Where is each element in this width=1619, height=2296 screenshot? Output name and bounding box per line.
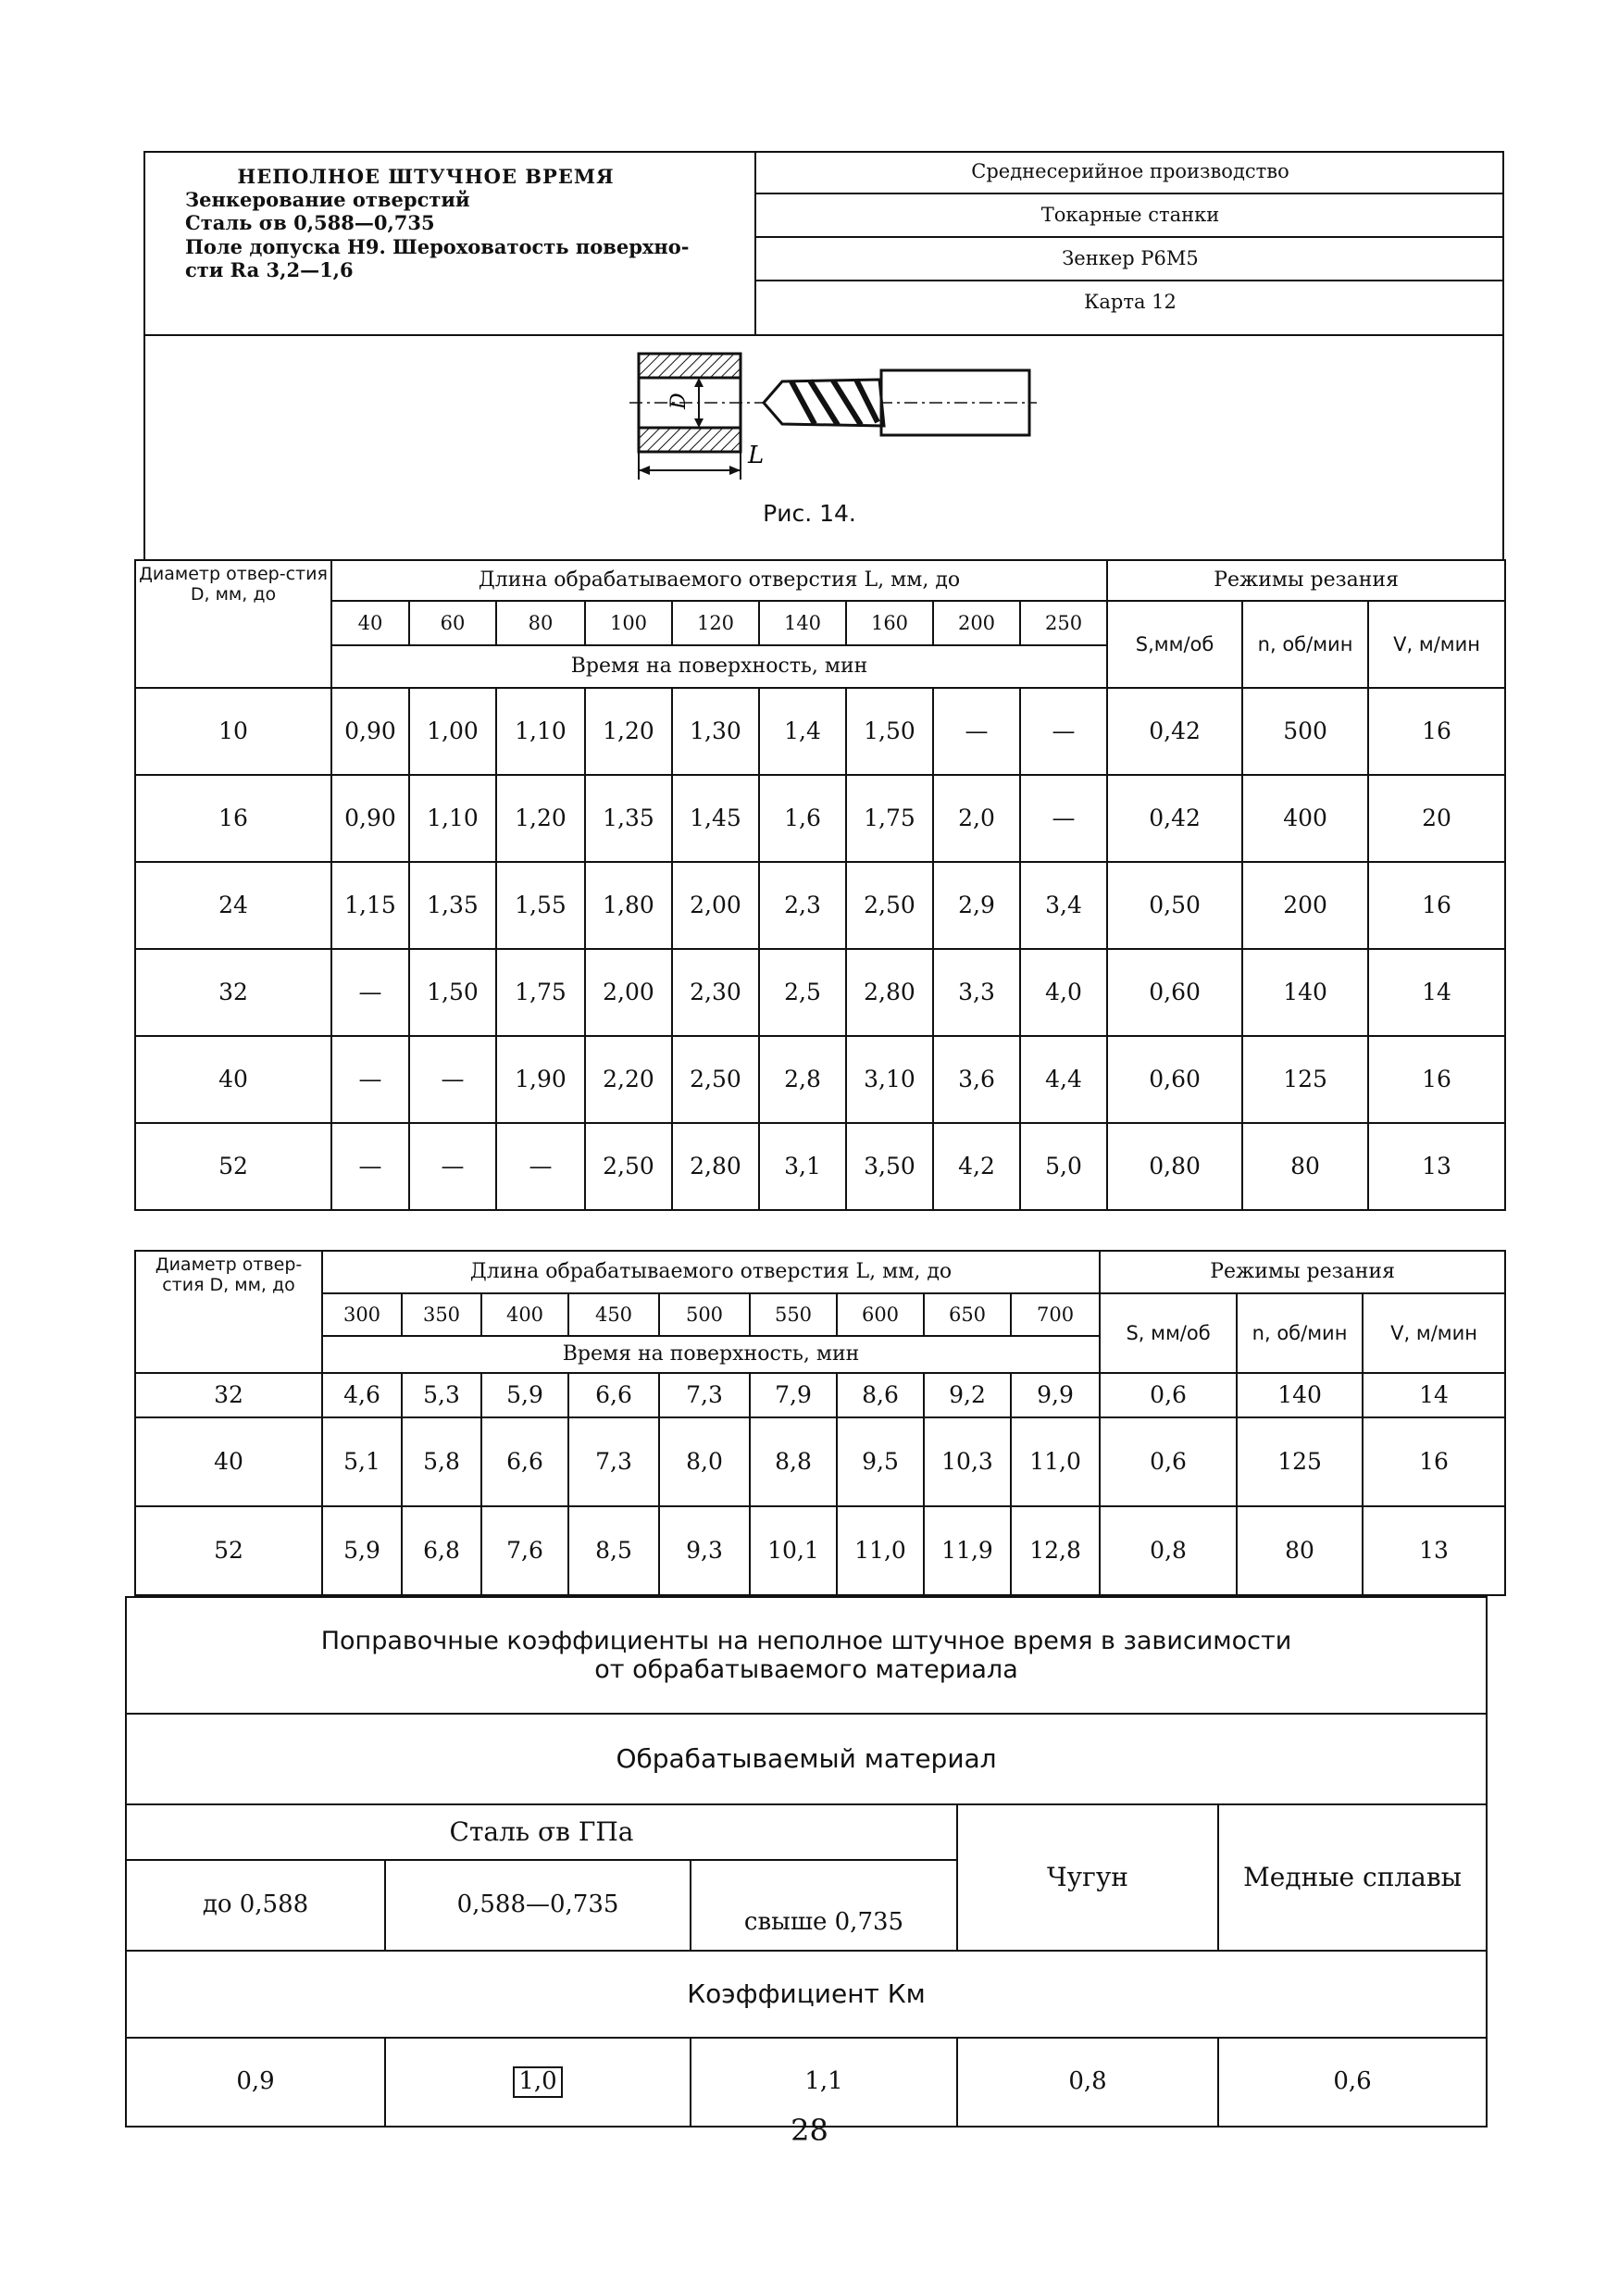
mode-cell: 20: [1368, 775, 1505, 862]
time-cell: 10,1: [750, 1506, 837, 1595]
time-cell: 2,0: [933, 775, 1020, 862]
figure-caption: Рис. 14.: [763, 500, 856, 527]
time-cell: 5,0: [1020, 1123, 1107, 1210]
mode-cell: 0,42: [1107, 688, 1242, 775]
time-header: Время на поверхность, мин: [331, 645, 1107, 688]
rpm-header: n, об/мин: [1242, 601, 1368, 688]
length-col: 100: [585, 601, 672, 645]
time-cell: 1,90: [496, 1036, 585, 1123]
time-cell: 1,45: [672, 775, 759, 862]
time-cell: 1,55: [496, 862, 585, 949]
mode-cell: 125: [1237, 1417, 1363, 1506]
time-cell: 3,10: [846, 1036, 933, 1123]
length-col: 650: [924, 1293, 1011, 1336]
time-cell: 8,6: [837, 1373, 924, 1417]
diameter-cell: 32: [135, 1373, 322, 1417]
time-cell: 2,30: [672, 949, 759, 1036]
steel-col-3: свыше 0,735: [691, 1860, 957, 1951]
diameter-cell: 52: [135, 1123, 331, 1210]
time-cell: 5,1: [322, 1417, 402, 1506]
length-col: 350: [402, 1293, 481, 1336]
length-col: 300: [322, 1293, 402, 1336]
time-cell: 9,2: [924, 1373, 1011, 1417]
diameter-cell: 24: [135, 862, 331, 949]
time-cell: 2,3: [759, 862, 846, 949]
time-cell: 1,20: [496, 775, 585, 862]
mode-cell: 80: [1237, 1506, 1363, 1595]
time-cell: 2,50: [672, 1036, 759, 1123]
copper-header: Медные сплавы: [1218, 1804, 1487, 1951]
table-row: [135, 1036, 1505, 1123]
time-cell: 11,0: [837, 1506, 924, 1595]
length-col: 40: [331, 601, 409, 645]
time-cell: 1,50: [409, 949, 496, 1036]
time-cell: 9,9: [1011, 1373, 1100, 1417]
length-col: 700: [1011, 1293, 1100, 1336]
time-cell: 3,3: [933, 949, 1020, 1036]
time-cell: —: [933, 688, 1020, 775]
time-cell: 4,6: [322, 1373, 402, 1417]
mode-cell: 16: [1368, 1036, 1505, 1123]
time-cell: 1,75: [846, 775, 933, 862]
length-col: 550: [750, 1293, 837, 1336]
time-cell: 2,80: [672, 1123, 759, 1210]
k-header: Коэффициент Км: [126, 1951, 1487, 2038]
table-row: [135, 1123, 1505, 1210]
time-cell: 11,9: [924, 1506, 1011, 1595]
time-cell: —: [1020, 688, 1107, 775]
time-cell: 4,0: [1020, 949, 1107, 1036]
length-col: 600: [837, 1293, 924, 1336]
mode-cell: 200: [1242, 862, 1368, 949]
time-cell: —: [1020, 775, 1107, 862]
length-col: 120: [672, 601, 759, 645]
feed-header: S,мм/об: [1107, 601, 1242, 688]
coef-title: [126, 1597, 1487, 1714]
time-cell: 3,6: [933, 1036, 1020, 1123]
time-cell: 2,80: [846, 949, 933, 1036]
steel-header: Сталь σв ГПа: [126, 1804, 957, 1860]
time-cell: —: [409, 1123, 496, 1210]
mode-cell: 0,6: [1100, 1373, 1237, 1417]
modes-header: Режимы резания: [1100, 1251, 1505, 1293]
time-table-1: [134, 559, 1506, 1211]
diameter-cell: 32: [135, 949, 331, 1036]
mode-cell: 16: [1363, 1417, 1505, 1506]
length-header: Длина обрабатываемого отверстия L, мм, до: [322, 1251, 1100, 1293]
mode-cell: 0,80: [1107, 1123, 1242, 1210]
time-cell: 7,9: [750, 1373, 837, 1417]
mode-cell: 500: [1242, 688, 1368, 775]
time-cell: 5,3: [402, 1373, 481, 1417]
mode-cell: 125: [1242, 1036, 1368, 1123]
time-cell: 12,8: [1011, 1506, 1100, 1595]
time-cell: 8,0: [659, 1417, 750, 1506]
length-header: Длина обрабатываемого отверстия L, мм, до: [331, 560, 1107, 601]
mode-cell: 0,50: [1107, 862, 1242, 949]
mode-cell: 140: [1237, 1373, 1363, 1417]
table-row: [135, 949, 1505, 1036]
header-title: НЕПОЛНОЕ ШТУЧНОЕ ВРЕМЯ: [237, 165, 615, 188]
modes-header: Режимы резания: [1107, 560, 1505, 601]
k-value: 0,8: [957, 2038, 1218, 2127]
k-value: 1,0: [513, 2066, 562, 2098]
time-cell: 2,9: [933, 862, 1020, 949]
coefficient-table: [125, 1596, 1488, 2128]
table-row: [135, 1373, 1505, 1417]
time-cell: 9,3: [659, 1506, 750, 1595]
time-table-2: [134, 1250, 1506, 1596]
time-cell: 3,50: [846, 1123, 933, 1210]
time-cell: 4,2: [933, 1123, 1020, 1210]
diameter-cell: 52: [135, 1506, 322, 1595]
feed-header: S, мм/об: [1100, 1293, 1237, 1373]
mode-cell: 13: [1368, 1123, 1505, 1210]
mode-cell: 0,42: [1107, 775, 1242, 862]
k-value: 0,9: [126, 2038, 385, 2127]
mode-cell: 16: [1368, 862, 1505, 949]
mode-cell: 14: [1368, 949, 1505, 1036]
time-cell: 1,4: [759, 688, 846, 775]
time-cell: 2,00: [672, 862, 759, 949]
table-row: [135, 775, 1505, 862]
time-cell: 1,00: [409, 688, 496, 775]
time-cell: 0,90: [331, 775, 409, 862]
length-col: 450: [568, 1293, 659, 1336]
time-cell: 1,50: [846, 688, 933, 775]
steel-col-1: до 0,588: [126, 1860, 385, 1951]
time-cell: 1,75: [496, 949, 585, 1036]
length-col: 140: [759, 601, 846, 645]
time-cell: 1,20: [585, 688, 672, 775]
time-cell: 3,4: [1020, 862, 1107, 949]
label-D: D: [667, 393, 691, 409]
mode-cell: 13: [1363, 1506, 1505, 1595]
time-cell: 2,8: [759, 1036, 846, 1123]
time-cell: —: [331, 949, 409, 1036]
time-cell: 6,6: [568, 1373, 659, 1417]
time-cell: 1,15: [331, 862, 409, 949]
length-col: 200: [933, 601, 1020, 645]
length-col: 80: [496, 601, 585, 645]
time-cell: —: [331, 1036, 409, 1123]
time-cell: 1,6: [759, 775, 846, 862]
mode-cell: 0,60: [1107, 1036, 1242, 1123]
time-cell: 0,90: [331, 688, 409, 775]
time-cell: —: [496, 1123, 585, 1210]
time-cell: 1,35: [409, 862, 496, 949]
speed-header: V, м/мин: [1363, 1293, 1505, 1373]
time-cell: 5,8: [402, 1417, 481, 1506]
time-cell: 3,1: [759, 1123, 846, 1210]
header-line-4: сти Ra 3,2—1,6: [185, 257, 354, 281]
card-number: Карта 12: [1084, 291, 1177, 313]
time-cell: 6,8: [402, 1506, 481, 1595]
mode-cell: 400: [1242, 775, 1368, 862]
header-line-3: Поле допуска Н9. Шероховатость поверхно-: [185, 234, 690, 258]
mode-cell: 0,8: [1100, 1506, 1237, 1595]
diameter-header: Диаметр отвер-стия D, мм, до: [135, 1251, 322, 1373]
time-cell: —: [409, 1036, 496, 1123]
table-row: [135, 688, 1505, 775]
material-header: Обрабатываемый материал: [126, 1714, 1487, 1804]
table-row: [135, 1506, 1505, 1595]
time-cell: 10,3: [924, 1417, 1011, 1506]
time-cell: —: [331, 1123, 409, 1210]
cast-iron-header: Чугун: [957, 1804, 1218, 1951]
production-type: Среднесерийное производство: [756, 151, 1504, 194]
time-cell: 5,9: [481, 1373, 568, 1417]
time-cell: 5,9: [322, 1506, 402, 1595]
mode-cell: 0,6: [1100, 1417, 1237, 1506]
length-col: 160: [846, 601, 933, 645]
time-cell: 1,10: [409, 775, 496, 862]
mode-cell: 80: [1242, 1123, 1368, 1210]
diameter-cell: 16: [135, 775, 331, 862]
table-row: [135, 862, 1505, 949]
time-cell: 7,3: [659, 1373, 750, 1417]
time-cell: 2,5: [759, 949, 846, 1036]
time-cell: 9,5: [837, 1417, 924, 1506]
time-cell: 7,6: [481, 1506, 568, 1595]
time-cell: 8,8: [750, 1417, 837, 1506]
length-col: 400: [481, 1293, 568, 1336]
time-cell: 7,3: [568, 1417, 659, 1506]
diameter-cell: 40: [135, 1417, 322, 1506]
label-L: L: [748, 442, 765, 469]
time-header: Время на поверхность, мин: [322, 1336, 1100, 1373]
time-cell: 2,50: [585, 1123, 672, 1210]
time-cell: 2,00: [585, 949, 672, 1036]
mode-cell: 16: [1368, 688, 1505, 775]
time-cell: 1,35: [585, 775, 672, 862]
length-col: 500: [659, 1293, 750, 1336]
time-cell: 2,50: [846, 862, 933, 949]
mode-cell: 0,60: [1107, 949, 1242, 1036]
coef-title-line-2: от обрабатываемого материала: [594, 1655, 1018, 1684]
rpm-header: n, об/мин: [1237, 1293, 1363, 1373]
page-number: 28: [791, 2113, 828, 2148]
countersink-drawing: [629, 343, 1037, 481]
time-cell: 1,80: [585, 862, 672, 949]
table-row: [135, 1417, 1505, 1506]
time-cell: 8,5: [568, 1506, 659, 1595]
k-value: 1,1: [691, 2038, 957, 2127]
tool-type: Зенкер Р6М5: [756, 238, 1504, 281]
length-col: 250: [1020, 601, 1107, 645]
diameter-cell: 10: [135, 688, 331, 775]
speed-header: V, м/мин: [1368, 601, 1505, 688]
k-value: 0,6: [1218, 2038, 1487, 2127]
diameter-cell: 40: [135, 1036, 331, 1123]
time-cell: 6,6: [481, 1417, 568, 1506]
time-cell: 1,10: [496, 688, 585, 775]
header-line-1: Зенкерование отверстий: [185, 188, 470, 212]
time-cell: 11,0: [1011, 1417, 1100, 1506]
diameter-header: Диаметр отвер-стия D, мм, до: [135, 560, 331, 688]
time-cell: 2,20: [585, 1036, 672, 1123]
coef-title-line-1: Поправочные коэффициенты на неполное штучное время в зависимости: [320, 1626, 1292, 1655]
steel-col-2: 0,588—0,735: [385, 1860, 691, 1951]
header-left: [185, 165, 741, 281]
machine-type: Токарные станки: [756, 194, 1504, 238]
header-right: [756, 151, 1504, 323]
mode-cell: 14: [1363, 1373, 1505, 1417]
time-cell: 1,30: [672, 688, 759, 775]
header-line-2: Сталь σв 0,588—0,735: [185, 211, 435, 235]
length-col: 60: [409, 601, 496, 645]
mode-cell: 140: [1242, 949, 1368, 1036]
time-cell: 4,4: [1020, 1036, 1107, 1123]
